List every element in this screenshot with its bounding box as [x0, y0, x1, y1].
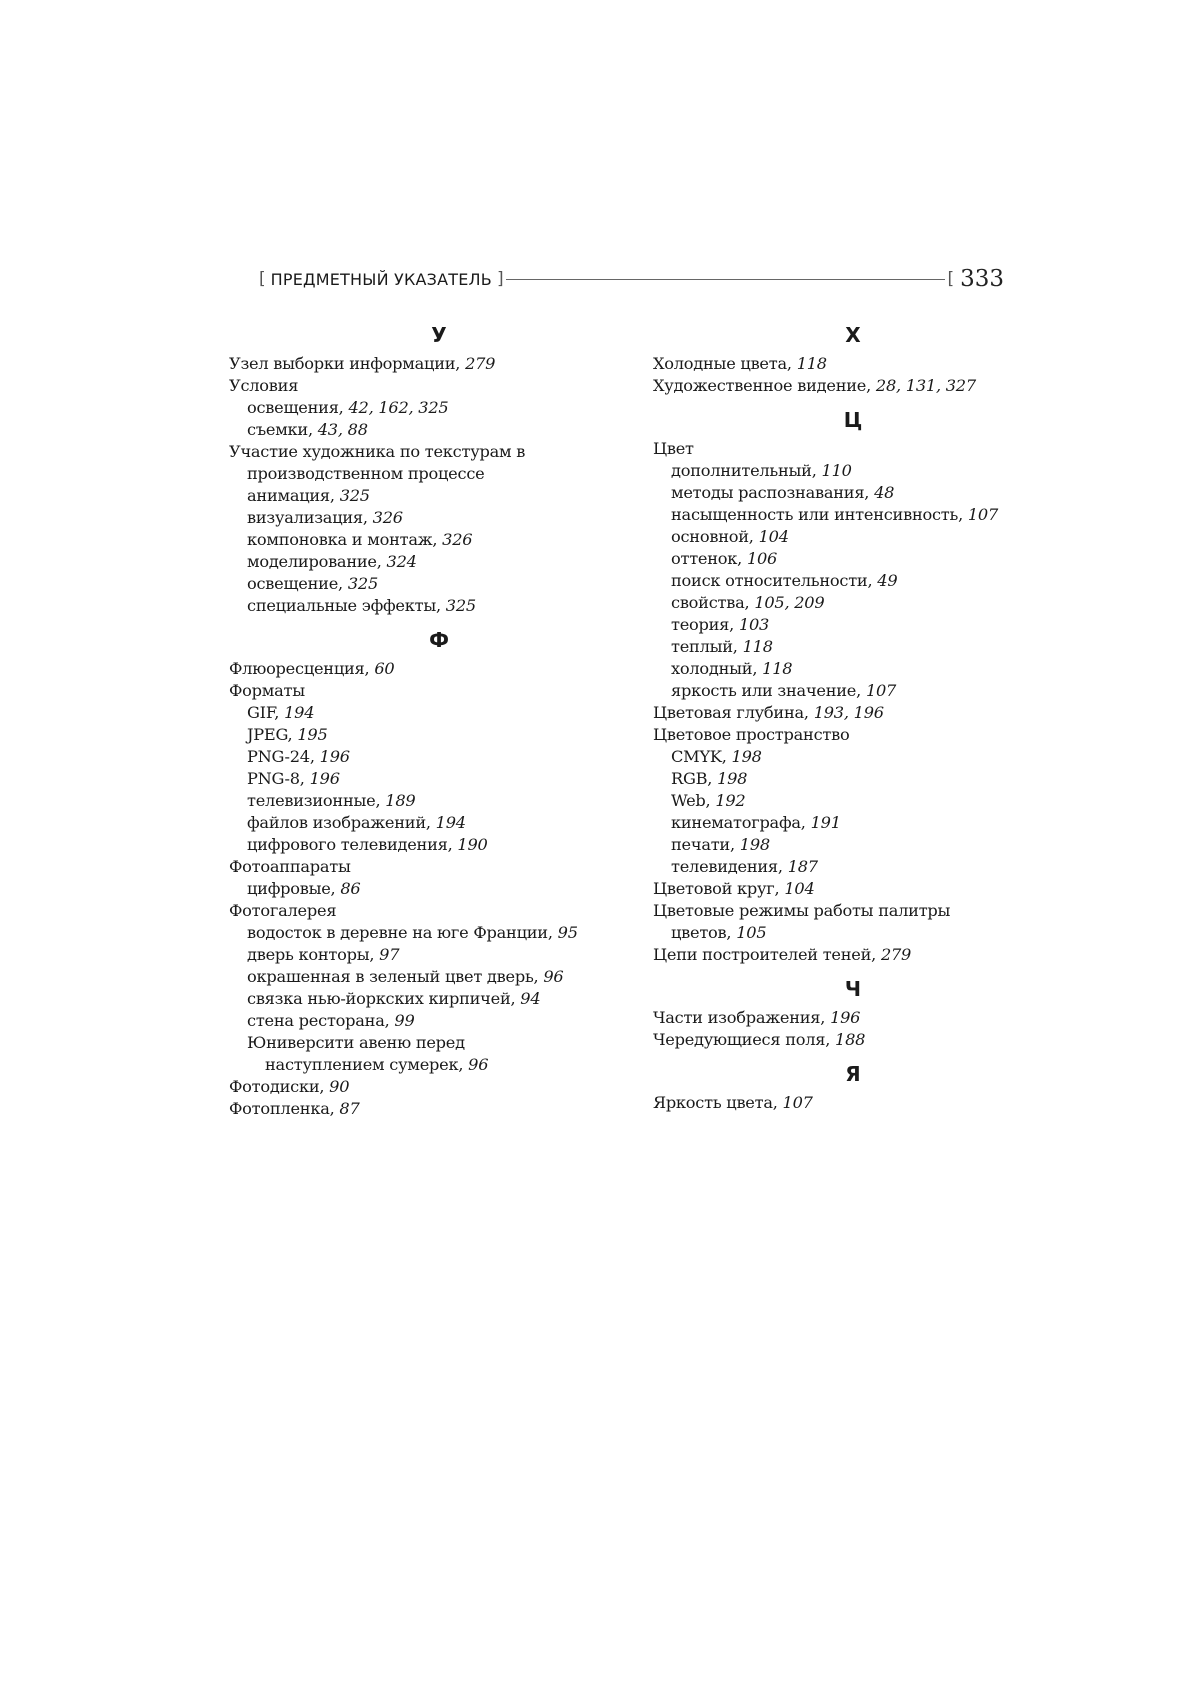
entry-pages: 279 [880, 945, 912, 964]
index-entry [229, 529, 649, 551]
entry-term: Цветовое пространство [653, 725, 850, 744]
index-entry [229, 944, 649, 966]
entry-pages: 193, 196 [813, 703, 884, 722]
entry-pages: 96 [468, 1055, 489, 1074]
index-entry [229, 507, 649, 529]
section-letter: Ф [429, 628, 449, 652]
entry-pages: 110 [821, 461, 852, 480]
section-letter: Х [845, 323, 861, 347]
index-entry [229, 551, 649, 573]
entry-pages: 279 [465, 354, 496, 373]
entry-term: моделирование, [247, 552, 382, 571]
section-letter: Ц [843, 408, 863, 432]
entry-term: Фотогалерея [229, 901, 337, 920]
index-entry [229, 1010, 649, 1032]
entry-term: съемки, [247, 420, 313, 439]
entry-term: телевидения, [671, 857, 783, 876]
index-entry [229, 790, 649, 812]
entry-pages: 198 [731, 747, 762, 766]
entry-pages: 96 [543, 967, 564, 986]
entry-term: файлов изображений, [247, 813, 431, 832]
index-entry [653, 702, 1053, 724]
entry-term: Фотоаппараты [229, 857, 351, 876]
running-header [259, 264, 1004, 294]
entry-pages: 188 [835, 1030, 866, 1049]
entry-pages: 198 [717, 769, 748, 788]
entry-term: свойства, [671, 593, 750, 612]
entry-term: PNG-8, [247, 769, 305, 788]
entry-term: дополнительный, [671, 461, 817, 480]
entry-term: телевизионные, [247, 791, 381, 810]
header-rule [506, 279, 946, 280]
entry-term: Узел выборки информации, [229, 354, 461, 373]
entry-term: методы распознавания, [671, 483, 870, 502]
entry-pages: 43, 88 [317, 420, 368, 439]
entry-term: CMYK, [671, 747, 727, 766]
entry-pages: 99 [394, 1011, 415, 1030]
index-entry [229, 375, 649, 397]
index-entry [229, 573, 649, 595]
header-bracket-open: [ [259, 268, 266, 289]
running-title: ПРЕДМЕТНЫЙ УКАЗАТЕЛЬ [270, 269, 492, 289]
index-section [653, 974, 1053, 1051]
entry-term: Web, [671, 791, 711, 810]
entry-pages: 196 [830, 1008, 861, 1027]
index-entry [229, 1076, 649, 1098]
entry-term: специальные эффекты, [247, 596, 441, 615]
index-entry [653, 482, 1053, 504]
entry-pages: 107 [967, 505, 999, 524]
entry-term: компоновка и монтаж, [247, 530, 438, 549]
entry-term: Цепи построителей теней, [653, 945, 877, 964]
index-entry [653, 812, 1053, 834]
entry-term: кинематографа, [671, 813, 806, 832]
index-section [653, 320, 1053, 397]
index-entry [229, 922, 649, 944]
index-entry [653, 375, 1053, 397]
entry-term: освещение, [247, 574, 343, 593]
entry-pages: 325 [347, 574, 378, 593]
entry-pages: 42, 162, 325 [348, 398, 449, 417]
index-entry [229, 1032, 649, 1054]
entry-pages: 196 [319, 747, 350, 766]
entry-term: печати, [671, 835, 735, 854]
entry-pages: 198 [739, 835, 770, 854]
entry-term: Художественное видение, [653, 376, 871, 395]
entry-term: связка нью-йоркских кирпичей, [247, 989, 516, 1008]
index-entry [653, 680, 1053, 702]
index-entry [653, 900, 1053, 922]
header-bracket-close: ] [496, 268, 504, 289]
index-entry [229, 878, 649, 900]
entry-pages: 326 [372, 508, 403, 527]
index-entry [229, 702, 649, 724]
entry-pages: 191 [810, 813, 841, 832]
index-entry [653, 944, 1053, 966]
index-entry [229, 834, 649, 856]
entry-term: GIF, [247, 703, 280, 722]
entry-term: Участие художника по текстурам в [229, 442, 526, 461]
index-entry [653, 1007, 1053, 1029]
entry-pages: 105, 209 [754, 593, 825, 612]
entry-pages: 194 [435, 813, 466, 832]
entry-term: Флюоресценция, [229, 659, 370, 678]
entry-pages: 325 [445, 596, 476, 615]
entry-term: анимация, [247, 486, 335, 505]
entry-pages: 60 [374, 659, 395, 678]
index-entry [653, 768, 1053, 790]
section-letter: Ч [844, 977, 862, 1001]
entry-pages: 195 [297, 725, 328, 744]
entry-term: цифровые, [247, 879, 336, 898]
index-entry [229, 419, 649, 441]
index-entry [653, 592, 1053, 614]
index-entry [229, 988, 649, 1010]
entry-pages: 28, 131, 327 [875, 376, 976, 395]
entry-term: производственном процессе [247, 464, 485, 483]
index-entry [653, 746, 1053, 768]
entry-pages: 90 [329, 1077, 350, 1096]
entry-pages: 118 [796, 354, 827, 373]
entry-pages: 189 [385, 791, 416, 810]
index-entry [653, 614, 1053, 636]
index-entry [229, 812, 649, 834]
entry-pages: 192 [715, 791, 746, 810]
entry-pages: 104 [758, 527, 789, 546]
entry-term: Форматы [229, 681, 305, 700]
index-section [653, 405, 1053, 966]
section-letter: Я [845, 1062, 861, 1086]
entry-term: PNG-24, [247, 747, 315, 766]
index-column-left [229, 318, 649, 1120]
entry-term: яркость или значение, [671, 681, 862, 700]
index-entry [229, 856, 649, 878]
entry-pages: 196 [309, 769, 340, 788]
entry-pages: 194 [284, 703, 315, 722]
entry-pages: 325 [339, 486, 370, 505]
index-entry [653, 548, 1053, 570]
index-entry [653, 570, 1053, 592]
index-entry [229, 397, 649, 419]
index-entry [653, 526, 1053, 548]
index-entry [229, 1098, 649, 1120]
index-entry [229, 441, 649, 463]
index-entry [653, 922, 1053, 944]
entry-term: поиск относительности, [671, 571, 873, 590]
entry-term: оттенок, [671, 549, 743, 568]
entry-pages: 190 [457, 835, 488, 854]
entry-term: Цветовые режимы работы палитры [653, 901, 951, 920]
index-entry [229, 1054, 649, 1076]
entry-term: Фотодиски, [229, 1077, 325, 1096]
index-entry [653, 460, 1053, 482]
entry-term: визуализация, [247, 508, 368, 527]
entry-term: Цветовая глубина, [653, 703, 809, 722]
index-entry [229, 724, 649, 746]
index-entry [653, 353, 1053, 375]
entry-term: освещения, [247, 398, 344, 417]
index-entry [229, 768, 649, 790]
entry-term: дверь конторы, [247, 945, 375, 964]
entry-pages: 187 [787, 857, 818, 876]
entry-term: холодный, [671, 659, 758, 678]
entry-term: теория, [671, 615, 735, 634]
entry-pages: 118 [762, 659, 793, 678]
index-section [229, 625, 649, 1120]
index-entry [653, 438, 1053, 460]
index-entry [653, 636, 1053, 658]
entry-pages: 48 [874, 483, 895, 502]
entry-term: Цвет [653, 439, 694, 458]
entry-pages: 49 [877, 571, 898, 590]
index-entry [229, 485, 649, 507]
entry-pages: 104 [784, 879, 815, 898]
index-entry [229, 900, 649, 922]
index-entry [229, 746, 649, 768]
entry-term: Юниверсити авеню перед [247, 1033, 465, 1052]
entry-term: Холодные цвета, [653, 354, 792, 373]
entry-term: цветов, [671, 923, 732, 942]
index-entry [653, 1029, 1053, 1051]
index-entry [229, 463, 649, 485]
entry-pages: 107 [865, 681, 897, 700]
entry-pages: 105 [736, 923, 767, 942]
index-entry [653, 790, 1053, 812]
entry-term: Цветовой круг, [653, 879, 780, 898]
entry-pages: 86 [340, 879, 361, 898]
index-entry [653, 504, 1053, 526]
index-entry [653, 724, 1053, 746]
index-entry [229, 966, 649, 988]
entry-term: цифрового телевидения, [247, 835, 453, 854]
entry-term: насыщенность или интенсивность, [671, 505, 963, 524]
entry-pages: 106 [746, 549, 778, 568]
index-entry [229, 680, 649, 702]
index-entry [653, 1092, 1053, 1114]
entry-term: водосток в деревне на юге Франции, [247, 923, 553, 942]
index-section [229, 320, 649, 617]
entry-term: основной, [671, 527, 754, 546]
entry-pages: 103 [738, 615, 770, 634]
page-number-bracket: [ [947, 268, 955, 289]
index-column-right [653, 318, 1053, 1114]
page-number: 333 [960, 266, 1004, 292]
entry-pages: 324 [386, 552, 417, 571]
entry-pages: 118 [742, 637, 773, 656]
entry-pages: 326 [442, 530, 473, 549]
index-entry [653, 834, 1053, 856]
entry-term: окрашенная в зеленый цвет дверь, [247, 967, 539, 986]
section-letter: У [431, 323, 447, 347]
index-entry [229, 658, 649, 680]
entry-term: теплый, [671, 637, 738, 656]
entry-term: Части изображения, [653, 1008, 826, 1027]
entry-pages: 94 [520, 989, 541, 1008]
index-entry [229, 595, 649, 617]
entry-term: Чередующиеся поля, [653, 1030, 831, 1049]
entry-term: JPEG, [247, 725, 293, 744]
index-entry [653, 658, 1053, 680]
entry-term: Фотопленка, [229, 1099, 335, 1118]
entry-term: RGB, [671, 769, 713, 788]
entry-term: наступлением сумерек, [265, 1055, 464, 1074]
entry-pages: 95 [557, 923, 578, 942]
entry-term: Яркость цвета, [653, 1093, 778, 1112]
index-entry [653, 878, 1053, 900]
entry-pages: 87 [339, 1099, 360, 1118]
index-section [653, 1059, 1053, 1114]
index-entry [229, 353, 649, 375]
index-entry [653, 856, 1053, 878]
entry-pages: 97 [379, 945, 400, 964]
entry-term: стена ресторана, [247, 1011, 390, 1030]
entry-pages: 107 [782, 1093, 813, 1112]
entry-term: Условия [229, 376, 299, 395]
